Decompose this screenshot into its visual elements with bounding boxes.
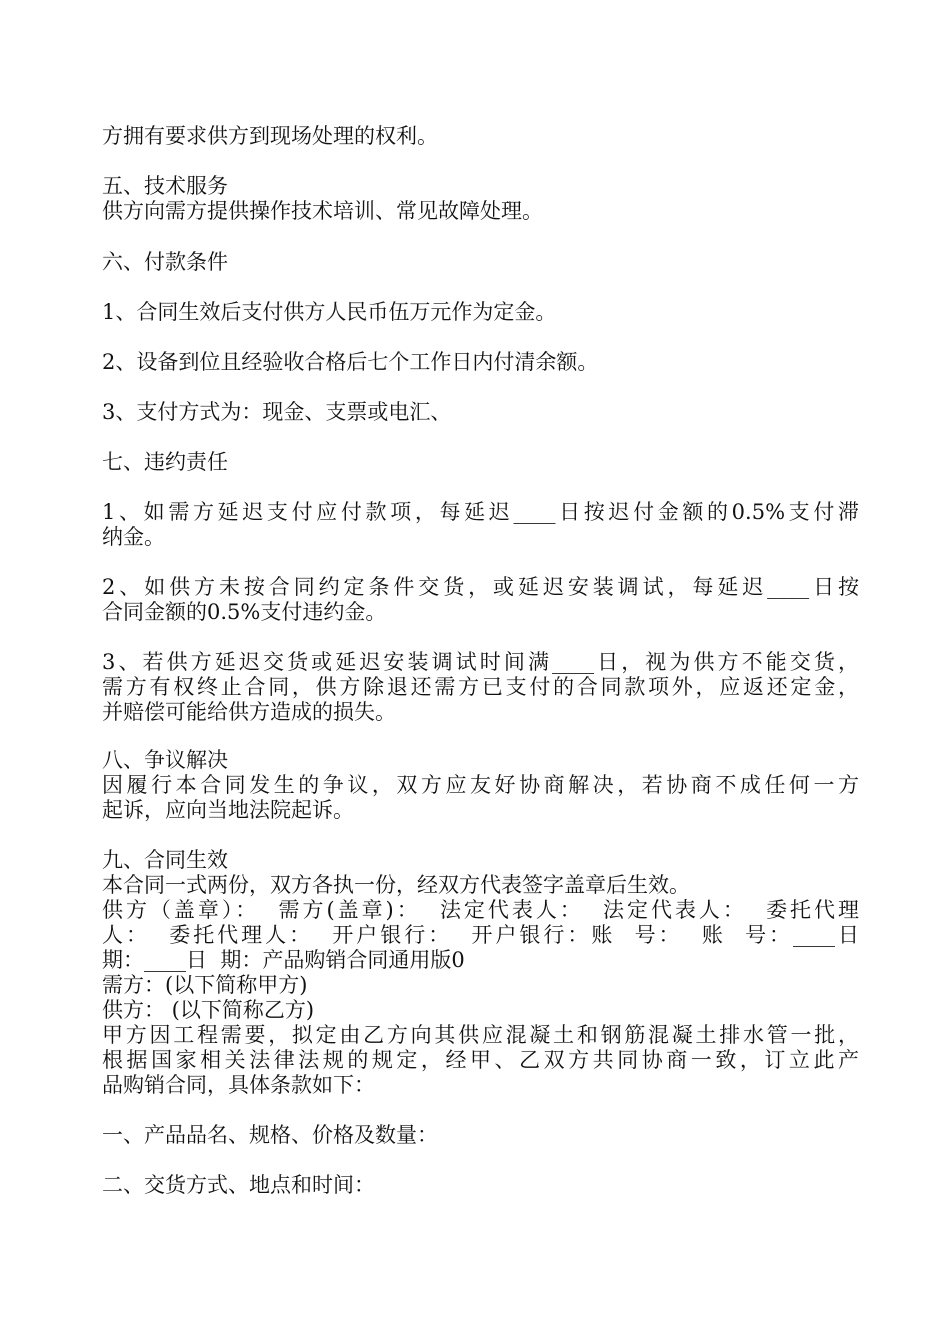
text-line: 3、支付方式为：现金、支票或电汇、 [102, 400, 452, 424]
text-line: 因履行本合同发生的争议，双方应友好协商解决，若协商不成任何一方 [102, 773, 859, 797]
text-line: 2、设备到位且经验收合格后七个工作日内付清余额。 [102, 350, 599, 374]
section-heading: 一、产品品名、规格、价格及数量： [102, 1123, 438, 1147]
text-line: 根据国家相关法律法规的规定，经甲、乙双方共同协商一致，订立此产 [102, 1048, 859, 1072]
text-line: 3、若供方延迟交货或延迟安装调试时间满____日，视为供方不能交货， [102, 650, 859, 674]
text-line: 供方： (以下简称乙方) [102, 998, 315, 1022]
text-line: 甲方因工程需要，拟定由乙方向其供应混凝土和钢筋混凝土排水管一批， [102, 1023, 859, 1047]
text-line: 需方：(以下简称甲方) [102, 973, 308, 997]
text-line: 供方向需方提供操作技术培训、常见故障处理。 [102, 199, 543, 223]
text-line: 1、合同生效后支付供方人民币伍万元作为定金。 [102, 300, 557, 324]
text-line: 起诉，应向当地法院起诉。 [102, 798, 354, 822]
text-line: 2、如供方未按合同约定条件交货，或延迟安装调试，每延迟____日按 [102, 575, 859, 599]
text-line: 供方（盖章）： 需方(盖章)： 法定代表人： 法定代表人： 委托代理 [102, 898, 859, 922]
text-line: 品购销合同，具体条款如下： [102, 1073, 375, 1097]
text-line: 纳金。 [102, 525, 165, 549]
text-line: 需方有权终止合同，供方除退还需方已支付的合同款项外，应返还定金， [102, 675, 859, 699]
text-line: 人： 委托代理人： 开户银行： 开户银行：账 号： 账 号：____日 [102, 923, 859, 947]
section-heading: 六、付款条件 [102, 250, 228, 274]
section-heading: 五、技术服务 [102, 174, 228, 198]
section-heading: 八、争议解决 [102, 748, 228, 772]
section-heading: 九、合同生效 [102, 848, 228, 872]
section-heading: 七、违约责任 [102, 450, 228, 474]
text-line: 1、如需方延迟支付应付款项，每延迟____日按迟付金额的0.5%支付滞 [102, 500, 859, 524]
text-line: 合同金额的0.5%支付违约金。 [102, 600, 387, 624]
section-heading: 二、交货方式、地点和时间： [102, 1173, 375, 1197]
text-line: 方拥有要求供方到现场处理的权利。 [102, 124, 438, 148]
text-line: 并赔偿可能给供方造成的损失。 [102, 700, 396, 724]
text-line: 期：____日 期：产品购销合同通用版0 [102, 948, 465, 972]
text-line: 本合同一式两份，双方各执一份，经双方代表签字盖章后生效。 [102, 873, 690, 897]
